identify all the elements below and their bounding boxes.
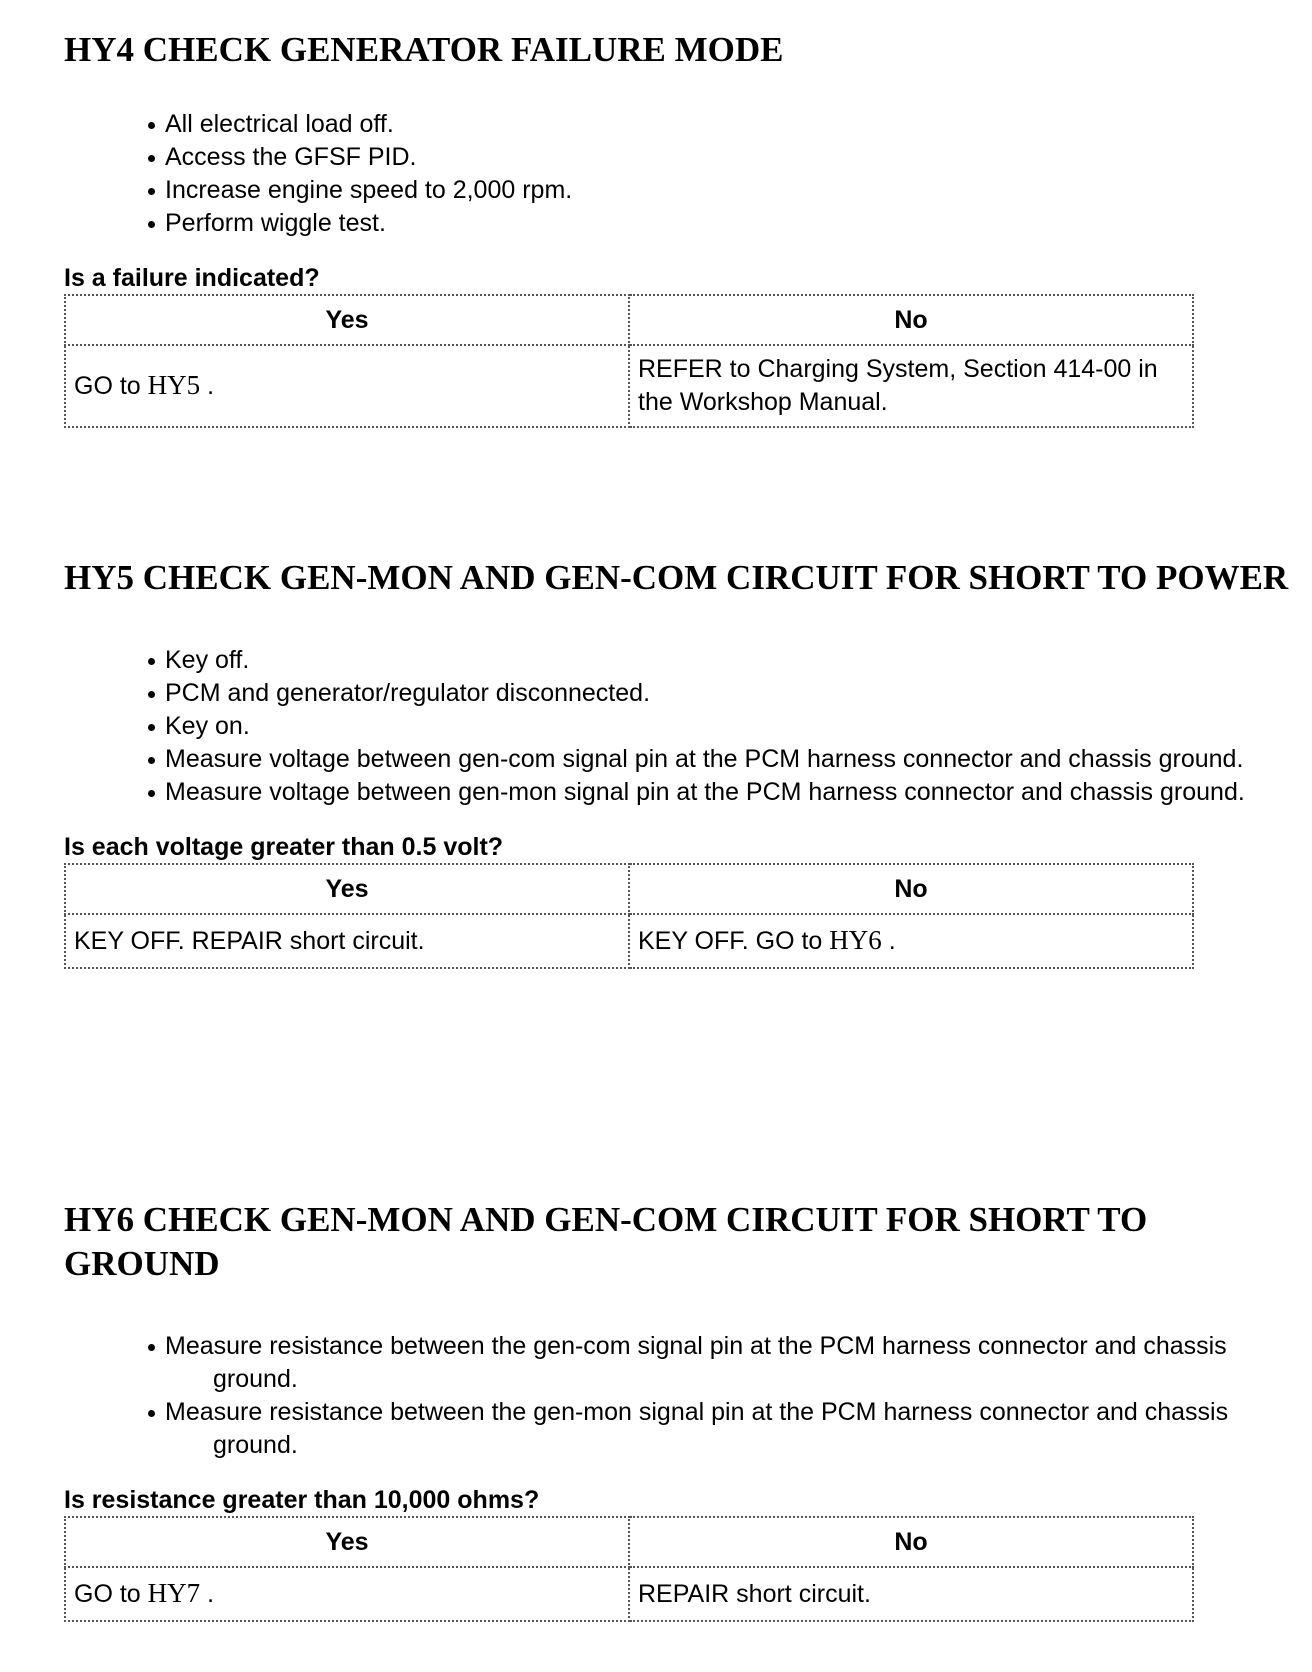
list-item: Perform wiggle test. (148, 207, 1294, 240)
yes-header: Yes (65, 295, 629, 345)
list-item: Key off. (148, 644, 1294, 677)
no-header: No (629, 864, 1193, 914)
table-row (65, 345, 1193, 427)
yes-header: Yes (65, 864, 629, 914)
list-item: All electrical load off. (148, 108, 1294, 141)
step-title: HY4 CHECK GENERATOR FAILURE MODE (64, 30, 784, 69)
bullet-icon (148, 658, 155, 665)
list-item: Measure voltage between gen-com signal pin at the PCM harness connector and chassis ground. (148, 743, 1294, 776)
action-list (64, 1330, 1294, 1462)
list-item: Measure voltage between gen-mon signal pin at the PCM harness connector and chassis ground. (148, 776, 1294, 809)
yes-cell: GO to HY5 . (65, 345, 629, 427)
action-list (64, 644, 1294, 809)
step-link[interactable]: HY6 (829, 925, 882, 955)
list-item: Access the GFSF PID. (148, 141, 1294, 174)
list-item: Measure resistance between the gen-mon signal pin at the PCM harness connector and chassis ground. (148, 1396, 1294, 1462)
no-header: No (629, 295, 1193, 345)
list-item: Key on. (148, 710, 1294, 743)
yes-cell: GO to HY7 . (65, 1567, 629, 1621)
list-item: Increase engine speed to 2,000 rpm. (148, 174, 1294, 207)
no-cell: REFER to Charging System, Section 414-00 in the Workshop Manual. (629, 345, 1193, 427)
step-title: HY6 CHECK GEN-MON AND GEN-COM CIRCUIT FOR SHORT TO GROUND (64, 1200, 1148, 1283)
bullet-icon (148, 790, 155, 797)
table-header-row (65, 864, 1193, 914)
step-title: HY5 CHECK GEN-MON AND GEN-COM CIRCUIT FOR SHORT TO POWER (64, 558, 1289, 597)
question: Is resistance greater than 10,000 ohms? (64, 1486, 540, 1514)
bullet-icon (148, 155, 155, 162)
no-cell: REPAIR short circuit. (629, 1567, 1193, 1621)
list-item: Measure resistance between the gen-com signal pin at the PCM harness connector and chassis ground. (148, 1330, 1294, 1396)
no-cell: KEY OFF. GO to HY6 . (629, 914, 1193, 968)
bullet-icon (148, 691, 155, 698)
table-row (65, 1567, 1193, 1621)
bullet-icon (148, 221, 155, 228)
bullet-icon (148, 1344, 155, 1351)
step-link[interactable]: HY5 (147, 370, 201, 400)
action-list (64, 108, 1294, 240)
bullet-icon (148, 188, 155, 195)
yes-cell: KEY OFF. REPAIR short circuit. (65, 914, 629, 968)
bullet-icon (148, 757, 155, 764)
bullet-icon (148, 1410, 155, 1417)
step-hy6 (64, 1198, 1294, 1622)
table-header-row (65, 1517, 1193, 1567)
answer-table (64, 294, 1194, 428)
bullet-icon (148, 724, 155, 731)
list-item: PCM and generator/regulator disconnected. (148, 677, 1294, 710)
no-header: No (629, 1517, 1193, 1567)
question: Is a failure indicated? (64, 264, 320, 292)
step-link[interactable]: HY7 (147, 1578, 201, 1608)
table-header-row (65, 295, 1193, 345)
bullet-icon (148, 122, 155, 129)
answer-table (64, 863, 1194, 969)
answer-table (64, 1516, 1194, 1622)
question: Is each voltage greater than 0.5 volt? (64, 833, 504, 861)
table-row (65, 914, 1193, 968)
step-hy5 (64, 556, 1294, 969)
step-hy4 (64, 28, 1294, 428)
yes-header: Yes (65, 1517, 629, 1567)
